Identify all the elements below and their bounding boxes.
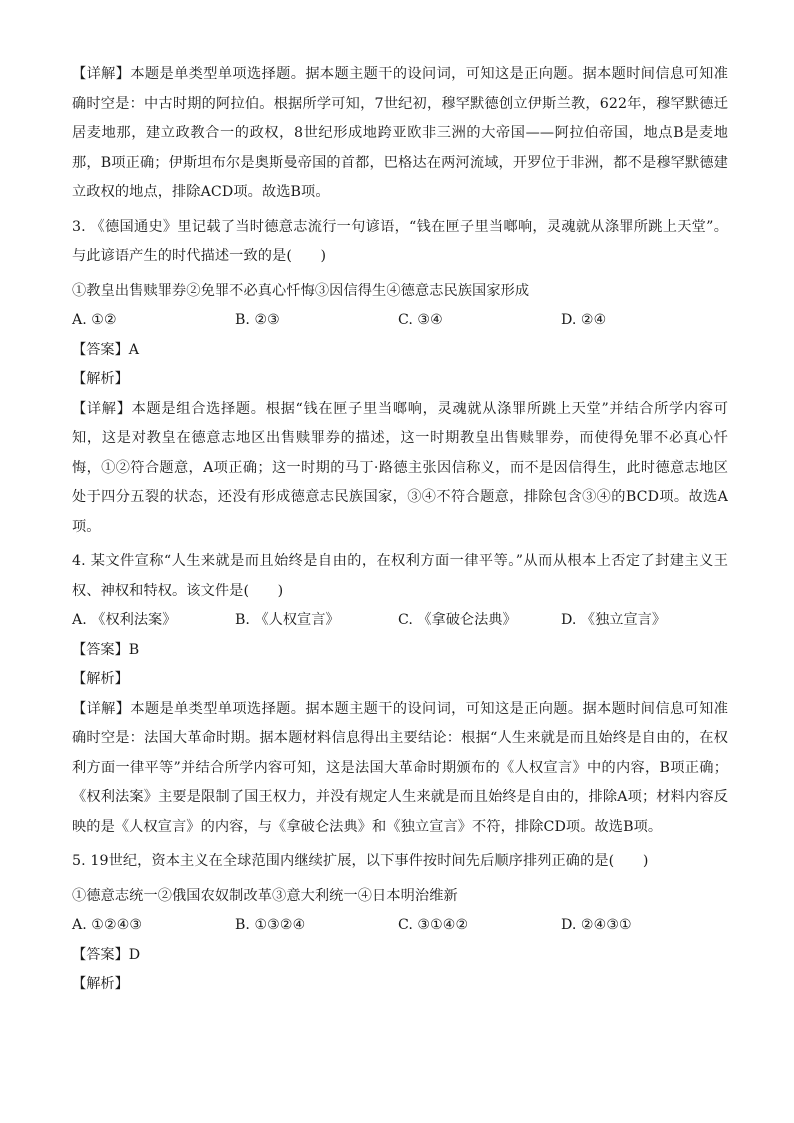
q4-detail: 【详解】本题是单类型单项选择题。据本题主题干的设问词，可知这是正向题。据本题时间信息可知准确时空是：法国大革命时期。据本题材料信息得出主要结论：根据“人生来就是而且始终是自由的，在权利方面一律平等”并结合所学内容可知，这是法国大革命时期颁布的《人权宣言》中的内容，B项正确；《权利法案》主要是限制了国王权力，并没有规定人生来就是而且始终是自由的，排除A项；材料内容反映的是《人权宣言》的内容，与《拿破仑法典》和《独立宣言》不符，排除CD项。故选B项。 (72, 700, 728, 835)
q4-option-d: D. 《独立宣言》 (561, 612, 667, 628)
q5-items: ①德意志统一②俄国农奴制改革③意大利统一④日本明治维新 (72, 887, 458, 904)
q5-option-b: B. ①③②④ (235, 917, 306, 933)
q4-option-b: B. 《人权宣言》 (235, 612, 340, 628)
q3-option-b: B. ②③ (235, 312, 280, 328)
document-page (72, 60, 728, 1000)
q5-answer: 【答案】D (72, 946, 141, 963)
q3-answer: 【答案】A (72, 341, 139, 358)
q4-options (72, 606, 728, 636)
q5-option-c: C. ③①④② (398, 917, 469, 933)
q5-option-a: A. ①②④③ (72, 917, 143, 933)
q5-option-d: D. ②④③① (561, 917, 632, 933)
q5-options (72, 911, 728, 941)
q4-option-a: A. 《权利法案》 (72, 612, 177, 628)
q5-stem: 5. 19世纪，资本主义在全球范围内继续扩展，以下事件按时间先后顺序排列正确的是( ) (72, 853, 649, 869)
q4-option-c: C. 《拿破仑法典》 (398, 612, 517, 628)
q4-analysis-label: 【解析】 (72, 671, 129, 687)
q5-analysis-label: 【解析】 (72, 976, 129, 992)
q3-option-d: D. ②④ (561, 312, 607, 328)
q3-analysis-label: 【解析】 (72, 371, 129, 387)
q4-answer: 【答案】B (72, 641, 140, 658)
q3-detail: 【详解】本题是组合选择题。根据“钱在匣子里当啷响，灵魂就从涤罪所跳上天堂”并结合所学内容可知，这是对教皇在德意志地区出售赎罪券的描述，这一时期教皇出售赎罪券，而使得免罪不必真心忏悔，①②符合题意，A项正确；这一时期的马丁·路德主张因信称义，而不是因信得生，此时德意志地区处于四分五裂的状态，还没有形成德意志民族国家，③④不符合题意，排除包含③④的BCD项。故选A项。 (72, 400, 728, 535)
q3-stem: 3. 《德国通史》里记载了当时德意志流行一句谚语，“钱在匣子里当啷响，灵魂就从涤罪所跳上天堂”。与此谚语产生的时代描述一致的是( ) (72, 218, 728, 264)
q4-stem: 4. 某文件宣称“人生来就是而且始终是自由的，在权利方面一律平等。”从而从根本上否定了封建主义王权、神权和特权。该文件是( ) (72, 553, 728, 599)
q3-items: ①教皇出售赎罪券②免罪不必真心忏悔③因信得生④德意志民族国家形成 (72, 282, 530, 299)
q2-detail: 【详解】本题是单类型单项选择题。据本题主题干的设问词，可知这是正向题。据本题时间信息可知准确时空是：中古时期的阿拉伯。根据所学可知，7世纪初，穆罕默德创立伊斯兰教，622年，穆罕默德迁居麦地那，建立政教合一的政权，8世纪形成地跨亚欧非三洲的大帝国——阿拉伯帝国，地点B是麦地那，B项正确；伊斯坦布尔是奥斯曼帝国的首都，巴格达在两河流域，开罗位于非洲，都不是穆罕默德建立政权的地点，排除ACD项。故选B项。 (72, 66, 728, 200)
q3-options (72, 306, 728, 336)
q3-option-a: A. ①② (72, 312, 117, 328)
q3-option-c: C. ③④ (398, 312, 443, 328)
